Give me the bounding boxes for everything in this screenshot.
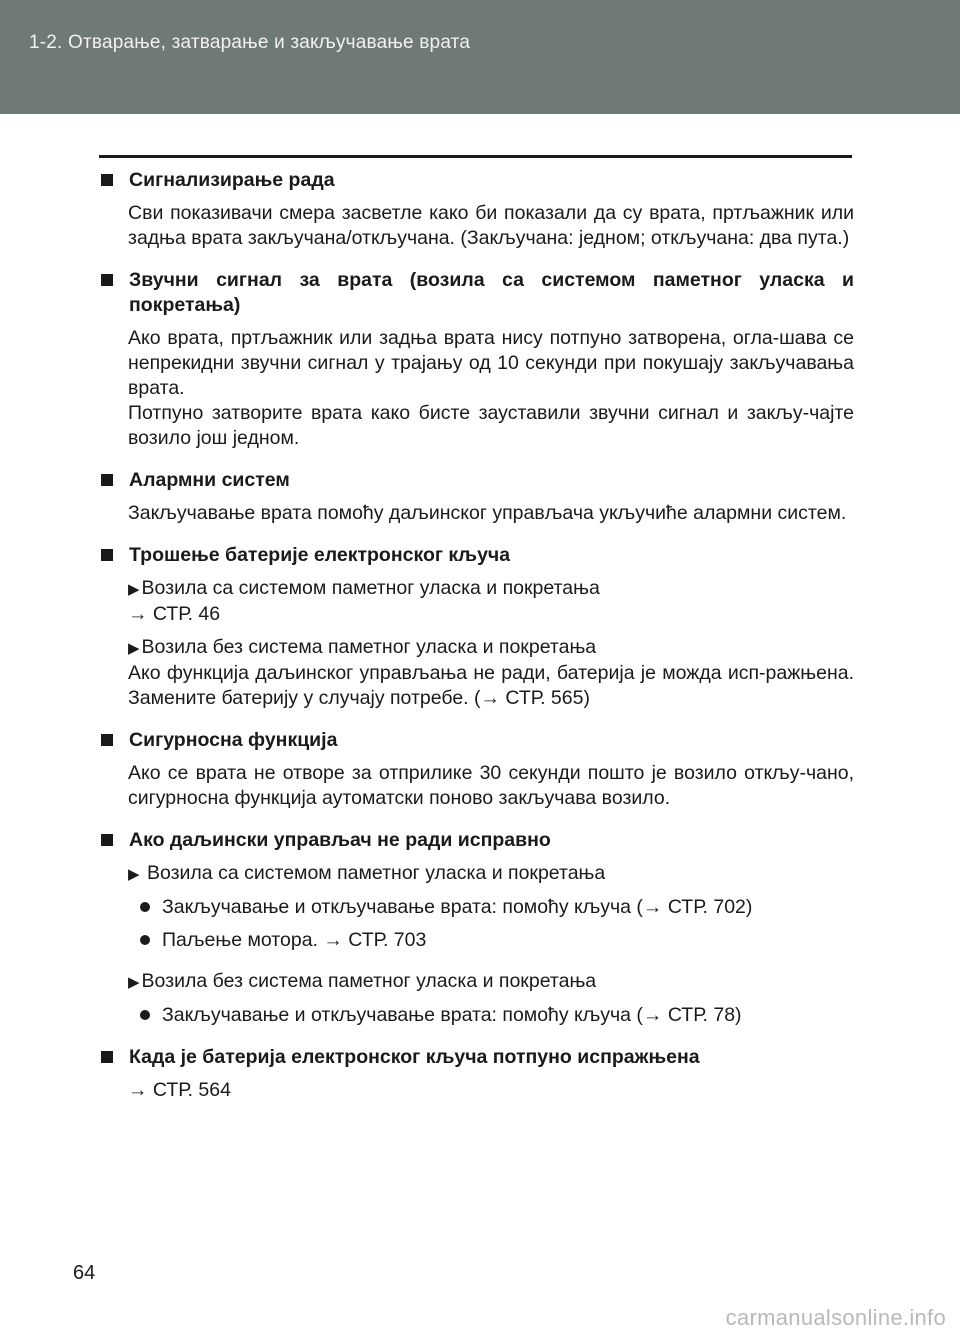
list-item: Паљење мотора. → СТР. 703 — [128, 928, 854, 953]
round-bullet-icon — [140, 1010, 150, 1020]
section-heading: Алармни систем — [129, 469, 290, 491]
paragraph: Ако врата, пртљажник или задња врата нису потпуно затворена, огла-шава се непрекидни звучни сигнал у трајању од 10 секунди при покушају закључавања врата. — [128, 327, 854, 399]
round-bullet-icon — [140, 935, 150, 945]
section-heading: Звучни сигнал за врата (возила са системом паметног уласка и покретања) — [129, 269, 854, 316]
section-heading: Сигнализирање рада — [129, 169, 335, 191]
section-door-buzzer — [99, 268, 854, 451]
square-bullet-icon — [101, 274, 113, 286]
section-heading: Када је батерија електронског кључа потпуно испражњена — [129, 1046, 700, 1068]
watermark: carmanualsonline.info — [725, 1305, 946, 1330]
section-heading: Ако даљински управљач не ради исправно — [129, 829, 551, 851]
square-bullet-icon — [101, 1051, 113, 1063]
triangle-pointer-icon — [128, 862, 142, 884]
triangle-pointer-icon — [128, 577, 142, 599]
square-bullet-icon — [101, 174, 113, 186]
vehicle-type-label: Возила са системом паметног уласка и покретања — [141, 862, 606, 884]
vehicle-type-label: Возила са системом паметног уласка и покретања — [141, 577, 600, 599]
square-bullet-icon — [101, 834, 113, 846]
square-bullet-icon — [101, 549, 113, 561]
section-rule — [99, 155, 852, 158]
section-remote-malfunction — [99, 828, 854, 1028]
page-number: 64 — [73, 1262, 96, 1284]
page-reference: → СТР. 46 — [128, 603, 221, 625]
paragraph: Потпуно затворите врата како бисте зауставили звучни сигнал и закљу-чајте возило још једном. — [128, 402, 854, 449]
section-signaling — [99, 168, 854, 251]
page-reference: → СТР. 564 — [128, 1079, 231, 1101]
section-battery-drain — [99, 543, 854, 711]
section-heading: Сигурносна функција — [129, 729, 338, 751]
section-heading: Трошење батерије електронског кључа — [129, 544, 511, 566]
paragraph: Закључавање врата помоћу даљинског управљача укључиће алармни систем. — [128, 502, 847, 524]
list-item: Закључавање и откључавање врата: помоћу кључа (→ СТР. 702) — [128, 895, 854, 920]
square-bullet-icon — [101, 474, 113, 486]
triangle-pointer-icon — [128, 970, 142, 992]
square-bullet-icon — [101, 734, 113, 746]
vehicle-type-label: Возила без система паметног уласка и покретања — [141, 970, 597, 992]
page-content — [99, 168, 854, 1120]
section-safety-function — [99, 728, 854, 811]
paragraph: Ако функција даљинског управљања не ради, батерија је можда исп-ражњена. Замените батерију у случају потребе. (→ СТР. 565) — [128, 662, 854, 709]
chapter-title: 1-2. Отварање, затварање и закључавање врата — [29, 32, 471, 53]
vehicle-type-label: Возила без система паметног уласка и покретања — [141, 636, 597, 658]
triangle-pointer-icon — [128, 636, 142, 658]
paragraph: Сви показивачи смера засветле како би показали да су врата, пртљажник или задња врата закључана/откључана. (Закључана: једном; откључана: два пута.) — [128, 202, 854, 249]
round-bullet-icon — [140, 902, 150, 912]
section-alarm — [99, 468, 854, 526]
page-header — [0, 0, 960, 114]
paragraph: Ако се врата не отворе за отприлике 30 секунди пошто је возило откљу-чано, сигурносна функција аутоматски поново закључава возило. — [128, 762, 854, 809]
section-battery-depleted — [99, 1045, 854, 1103]
list-item: Закључавање и откључавање врата: помоћу кључа (→ СТР. 78) — [128, 1003, 854, 1028]
